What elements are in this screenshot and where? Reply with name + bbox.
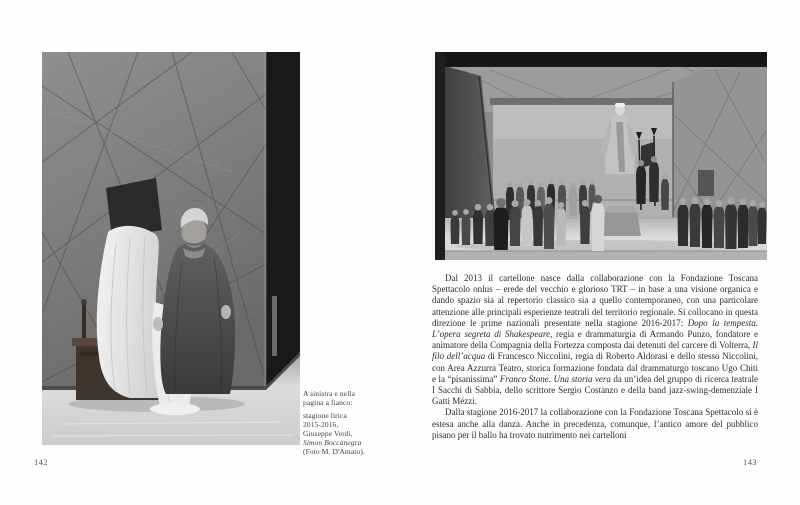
caption-line-opera-title: Simon Boccanegra	[303, 438, 362, 447]
caption-line: pagina a fianco:	[303, 398, 353, 407]
caption-line: stagione lirica	[303, 411, 347, 420]
caption-line: Giuseppe Verdi,	[303, 429, 353, 438]
photo-simon-boccanegra-right	[435, 52, 767, 260]
page-number-left: 142	[34, 457, 48, 467]
ensemble-photo-illustration	[435, 52, 767, 260]
caption-line: 2015-2016,	[303, 420, 339, 429]
caption-line: A sinistra e nella	[303, 389, 355, 398]
body-text	[432, 273, 758, 441]
photo-caption	[303, 389, 385, 456]
caption-line-photo-credit: (Foto M. D'Amato).	[303, 447, 365, 456]
paragraph-2: Dalla stagione 2016-2017 la collaborazione con la Fondazione Toscana Spettacolo si è estesa anche alla danza. Anche in precedenza, comunque, l’antico amore del pubblico pisano per il ballo ha trovato nutrimento nei cartelloni	[432, 407, 758, 440]
stage-photo-illustration	[42, 52, 300, 445]
photo-simon-boccanegra-left	[42, 52, 300, 445]
page-number-right: 143	[743, 457, 757, 467]
paragraph-1: Dal 2013 il cartellone nasce dalla collaborazione con la Fondazione Toscana Spettacolo onlus – erede del vecchio e glorioso TRT – in base a una visione organica e dando spazio sia al repertorio classico sia a quello contemporaneo, con una particolare attenzione alle principali esperienze teatrali del territorio regionale. Si collocano in questa direzione le prime nazionali presentate nella stagione 2016-2017: Dopo la tempesta. L’opera segreta di Shakespeare, regia e drammaturgia di Armando Punzo, fondatore e animatore della Compagnia della Fortezza composta dai detenuti del carcere di Volterra, Il filo dell’acqua di Francesco Niccolini, regia di Roberto Aldorasi e dello stesso Niccolini, con Area Azzurra Teatro, storica formazione fondata dal drammaturgo toscano Ugo Chiti e la “pisanissima” Franco Stone. Una storia vera da un’idea del gruppo di ricerca teatrale I Sacchi di Sabbia, dello scrittore Sergio Costanzo e della band jazz-swing-demenziale I Gatti Mézzi.	[432, 273, 758, 407]
